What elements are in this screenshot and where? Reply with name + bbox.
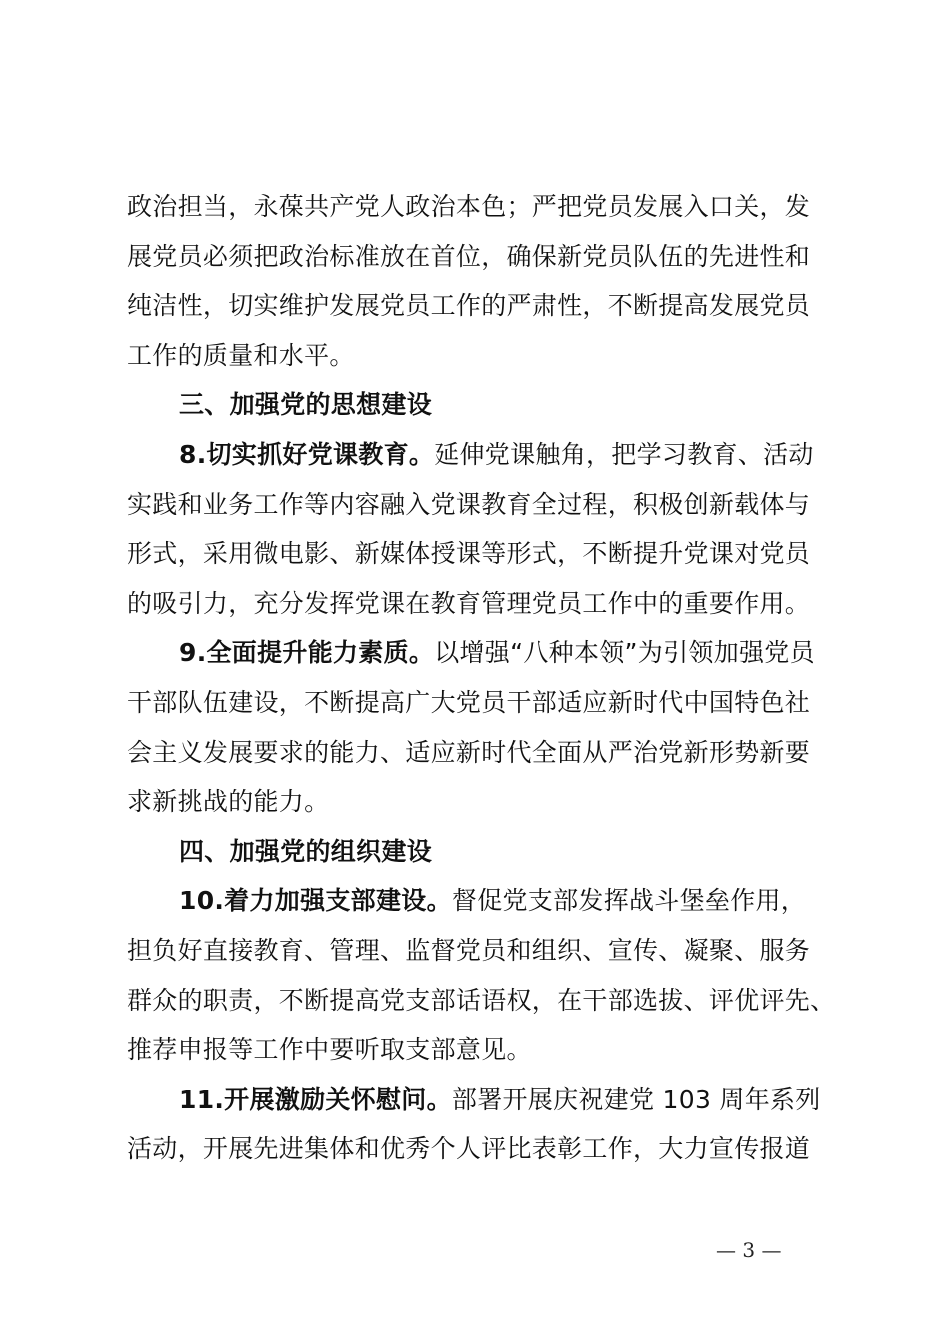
text-line: 推荐申报等工作中要听取支部意见。 xyxy=(127,1035,532,1065)
text-line: 干部队伍建设，不断提高广大党员干部适应新时代中国特色社 xyxy=(127,687,811,717)
paragraph-item-10 xyxy=(127,876,837,1074)
item-lead: 8.切实抓好党课教育。 xyxy=(179,439,435,469)
text-line: 担负好直接教育、管理、监督党员和组织、宣传、凝聚、服务 xyxy=(127,935,811,965)
text-line: 实践和业务工作等内容融入党课教育全过程，积极创新载体与 xyxy=(127,489,811,519)
text-line: 展党员必须把政治标准放在首位，确保新党员队伍的先进性和 xyxy=(127,241,811,271)
text-line: 求新挑战的能力。 xyxy=(127,787,330,817)
text-line: 政治担当，永葆共产党人政治本色；严把党员发展入口关，发 xyxy=(127,192,811,221)
paragraph-continuation xyxy=(127,182,837,380)
text-line: 的吸引力，充分发挥党课在教育管理党员工作中的重要作用。 xyxy=(127,588,811,618)
text-line: 活动，开展先进集体和优秀个人评比表彰工作，大力宣传报道 xyxy=(127,1134,811,1164)
text-run: 以增强“八种本领”为引领加强党员 xyxy=(434,638,815,668)
text-line: 会主义发展要求的能力、适应新时代全面从严治党新形势新要 xyxy=(127,737,811,767)
paragraph-item-9 xyxy=(127,628,837,826)
item-lead: 9.全面提升能力素质。 xyxy=(179,638,435,668)
text-run: 延伸党课触角，把学习教育、活动 xyxy=(434,439,814,469)
text-line: 工作的质量和水平。 xyxy=(127,340,355,370)
item-lead: 10.着力加强支部建设。 xyxy=(179,886,452,916)
text-run: 督促党支部发挥战斗堡垒作用， xyxy=(451,886,807,916)
text-line: 形式，采用微电影、新媒体授课等形式，不断提升党课对党员 xyxy=(127,539,811,569)
document-body xyxy=(127,182,837,1174)
text-line: 群众的职责，不断提高党支部话语权，在干部选拔、评优评先、 xyxy=(127,985,836,1015)
text-run: 部署开展庆祝建党 103 周年系列 xyxy=(451,1084,821,1114)
paragraph-item-11 xyxy=(127,1075,837,1174)
section-heading-four: 四、加强党的组织建设 xyxy=(179,836,433,866)
paragraph-item-8 xyxy=(127,430,837,628)
page-number: — 3 — xyxy=(716,1238,782,1262)
item-lead: 11.开展激励关怀慰问。 xyxy=(179,1084,452,1114)
section-heading-three: 三、加强党的思想建设 xyxy=(179,390,433,420)
text-line: 纯洁性，切实维护发展党员工作的严肃性，不断提高发展党员 xyxy=(127,291,811,321)
